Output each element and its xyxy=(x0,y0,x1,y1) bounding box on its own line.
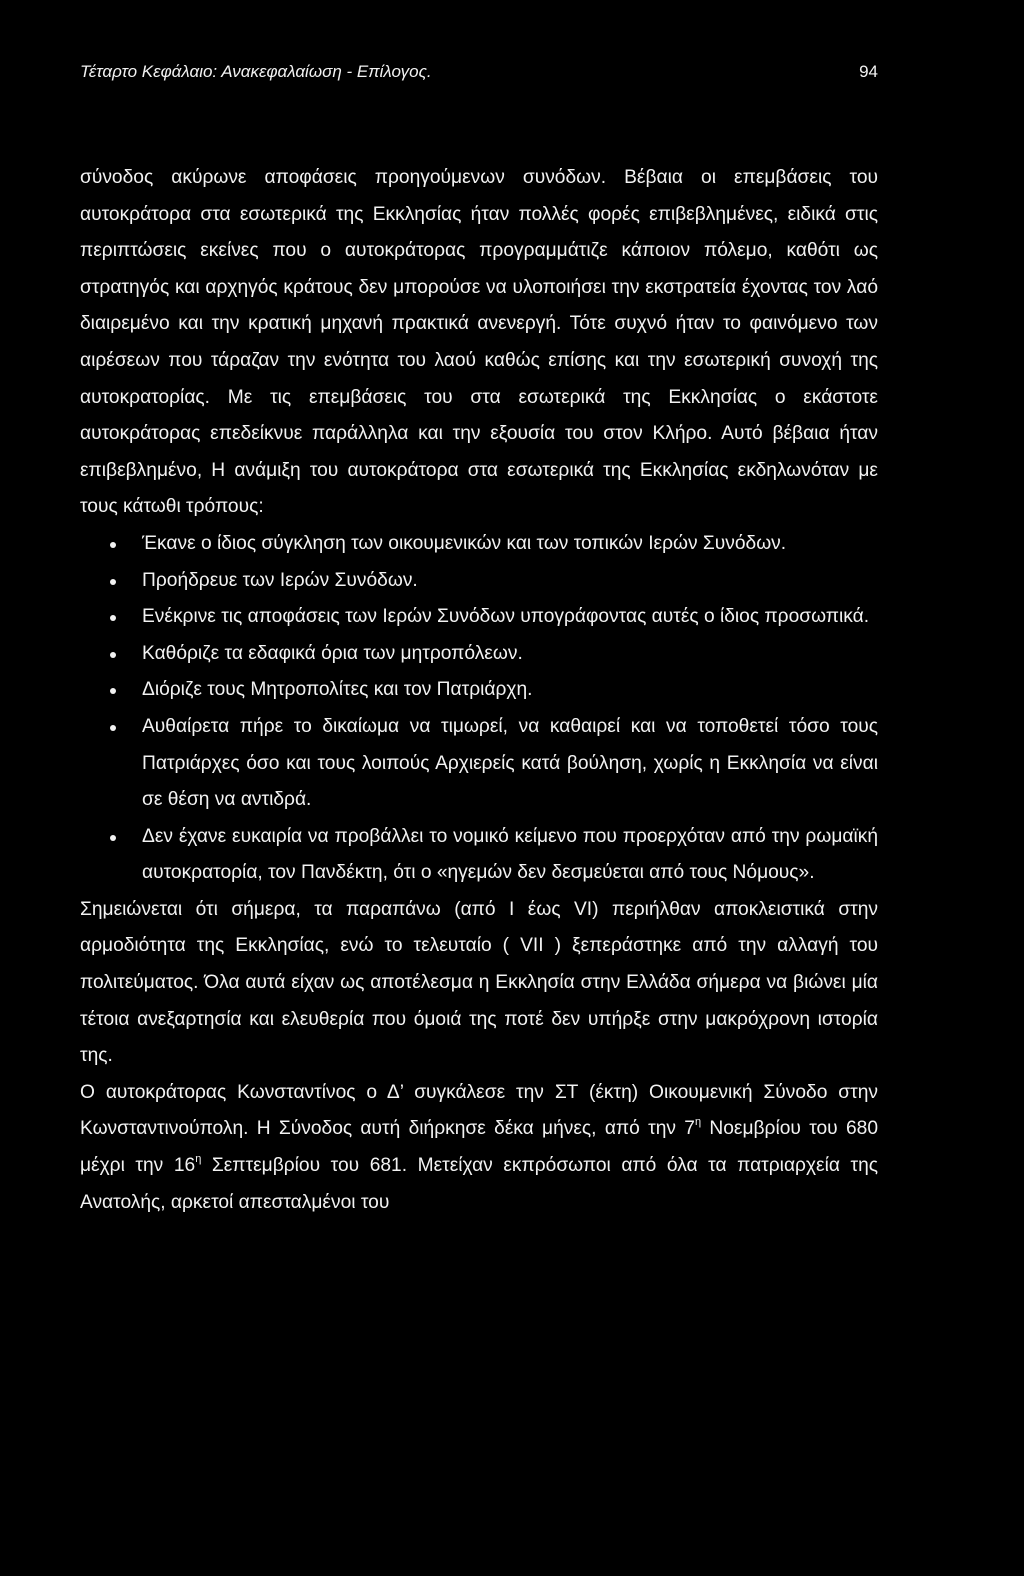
paragraph-text: Σεπτεμβρίου του 681. Μετείχαν εκπρόσωποι από όλα τα πατριαρχεία της Ανατολής, αρκετοί απεσταλμένοι του xyxy=(80,1155,878,1213)
body-text xyxy=(80,160,878,1221)
list-item xyxy=(80,526,878,563)
list-item-text: Ενέκρινε τις αποφάσεις των Ιερών Συνόδων υπογράφοντας αυτές ο ίδιος προσωπικά. xyxy=(142,606,870,628)
list-item xyxy=(80,709,878,819)
list-item-text: Αυθαίρετα πήρε το δικαίωμα να τιμωρεί, να καθαιρεί και να τοποθετεί τόσο τους Πατριάρχες όσο και τους λοιπούς Αρχιερείς κατά βούληση, χωρίς η Εκκλησία να είναι σε θέση να αντιδρά. xyxy=(142,715,878,811)
bullet-icon xyxy=(110,725,116,731)
paragraph-text: Νοεμβρίου του 680 μέχρι την 16 xyxy=(80,1118,878,1177)
list-item-text: Προήδρευε των Ιερών Συνόδων. xyxy=(142,569,418,591)
page-header xyxy=(80,62,878,88)
page-number: 94 xyxy=(859,62,878,81)
paragraph: σύνοδος ακύρωνε αποφάσεις προηγούμενων συνόδων. Βέβαια οι επεμβάσεις του αυτοκράτορα στα εσωτερικά της Εκκλησίας ήταν πολλές φορές επιβεβλημένες, ειδικά στις περιπτώσεις εκείνες που ο αυτοκράτορας προγραμμάτιζε κάποιον πόλεμο, καθότι ως στρατηγός και αρχηγός κράτους δεν μπορούσε να υλοποιήσει την εκστρατεία έχοντας τον λαό διαιρεμένο και την κρατική μηχανή πρακτικά ανενεργή. Τότε συχνό ήταν το φαινόμενο των αιρέσεων που τάραζαν την ενότητα του λαού καθώς επίσης και την εσωτερική συνοχή της αυτοκρατορίας. Με τις επεμβάσεις του στα εσωτερικά της Εκκλησίας ο εκάστοτε αυτοκράτορας επεδείκνυε παράλληλα και την εξουσία του στον Κλήρο. Αυτό βέβαια ήταν επιβεβλημένο, Η ανάμιξη του αυτοκράτορα στα εσωτερικά της Εκκλησίας εκδηλωνόταν με τους κάτωθι τρόπους: xyxy=(80,167,878,518)
paragraph: Σημειώνεται ότι σήμερα, τα παραπάνω (από I έως VI) περιήλθαν αποκλειστικά στην αρμοδιότητα της Εκκλησίας, ενώ το τελευταίο ( VII ) ξεπεράστηκε από την αλλαγή του πολιτεύματος. Όλα αυτά είχαν ως αποτέλεσμα η Εκκλησία στην Ελλάδα σήμερα να βιώνει μία τέτοια ανεξαρτησία και ελευθερία που όμοιά της ποτέ δεν υπήρξε στην μακρόχρονη ιστορία της. xyxy=(80,898,878,1067)
bullet-icon xyxy=(110,652,116,658)
bullet-icon xyxy=(110,579,116,585)
bullet-icon xyxy=(110,542,116,548)
list-item-text: Καθόριζε τα εδαφικά όρια των μητροπόλεων. xyxy=(142,642,523,664)
paragraph xyxy=(80,1075,878,1221)
bullet-icon xyxy=(110,688,116,694)
list-item-text: Έκανε ο ίδιος σύγκληση των οικουμενικών και των τοπικών Ιερών Συνόδων. xyxy=(142,532,787,554)
superscript: η xyxy=(195,1153,202,1166)
superscript: η xyxy=(694,1116,702,1129)
list-item-text: Διόριζε τους Μητροπολίτες και τον Πατριάρχη. xyxy=(142,679,533,701)
list-item xyxy=(80,563,878,600)
list-item xyxy=(80,819,878,892)
bullet-icon xyxy=(110,615,116,621)
bullet-icon xyxy=(110,835,116,841)
chapter-title: Τέταρτο Κεφάλαιο: Ανακεφαλαίωση - Επίλογος. xyxy=(80,62,432,81)
list-item xyxy=(80,672,878,709)
list-item xyxy=(80,599,878,636)
paragraph-text: Ο αυτοκράτορας Κωνσταντίνος ο Δ’ συγκάλεσε την ΣΤ (έκτη) Οικουμενική Σύνοδο στην Κωνσταντινούπολη. Η Σύνοδος αυτή διήρκησε δέκα μήνες, από την 7 xyxy=(80,1081,878,1140)
list-item-text: Δεν έχανε ευκαιρία να προβάλλει το νομικό κείμενο που προερχόταν από την ρωμαϊκή αυτοκρατορία, τον Πανδέκτη, ότι ο «ηγεμών δεν δεσμεύεται από τους Νόμους». xyxy=(142,825,878,884)
list-item xyxy=(80,636,878,673)
bullet-list xyxy=(80,526,878,892)
